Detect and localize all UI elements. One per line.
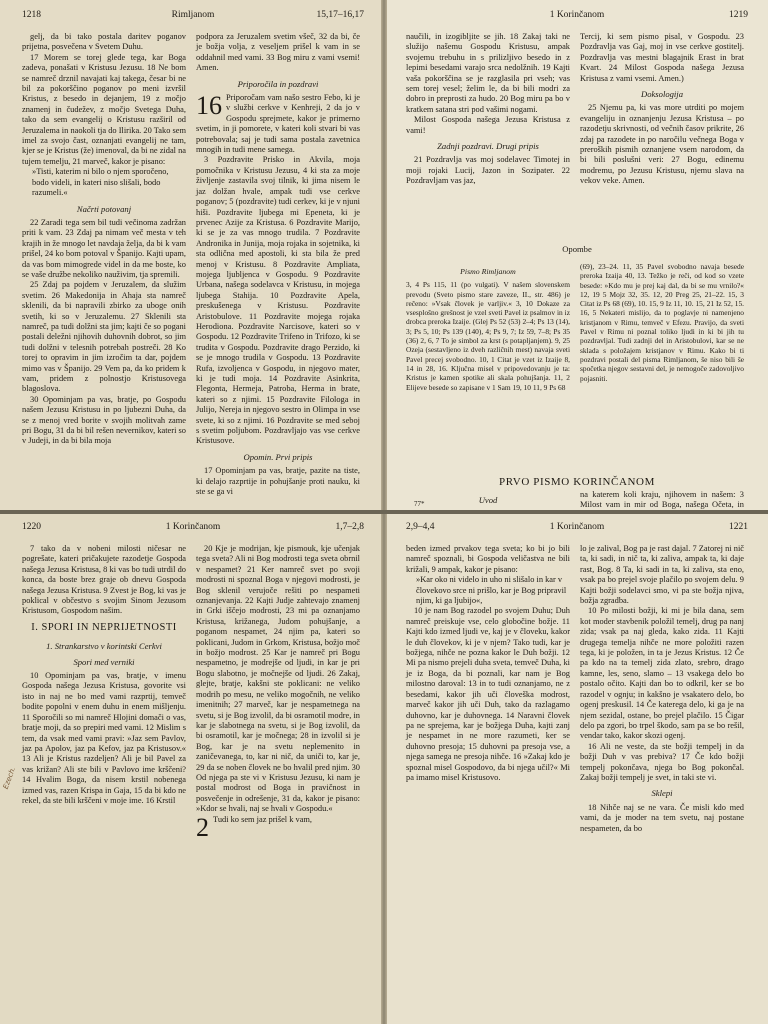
- verse-paragraph: 10 Opominjam pa vas, bratje, v imenu Gospoda našega Jezusa Kristusa, govorite vsi isto in naj ne bo med vami razprtij, temveč bodite popolni v enem duhu in enem mišljenju. 11 Sporočili so mi namreč Hlojini domači o vas, bratje moji, da so prepiri med vami. 12 Mislim s tem, da vsak med vami pravi: »Jaz sem Pavlov, jaz pa Apolov, jaz pa Kefov, jaz pa Kristusov.« 13 Ali je Kristus razdeljen? Ali je bil Pavel za vas križan? Ali ste bili v Pavlovo ime krščeni? 14 Hvalim Boga, da nisem krstil nobenega izmed vas, razen Krispa in Gaja, 15 da bi kdo ne rekel, da ste bili krščeni v moje ime. 16 Krstil: [22, 671, 186, 805]
- page-mark: 77*: [414, 500, 425, 508]
- section-heading: Načrti potovanj: [76, 203, 132, 214]
- verse-paragraph: 25 Njemu pa, ki vas more utrditi po mojem evangeliju in oznanjenju Jezusa Kristusa – po razodetju skrivnosti, od večnih časov prikrite, 26 zdaj pa razodete in po naročilu večnega Boga v preroških pismih oznanjene vsem narodom, da bi bili poslušni veri: 27 Bogu, edinemu modremu, po Jezusu Kristusu, njemu slava na vekov veke. Amen.: [580, 103, 744, 186]
- section-heading: Doksologija: [640, 89, 683, 100]
- verse-paragraph: 30 Opominjam pa vas, bratje, po Gospodu našem Jezusu Kristusu in po ljubezni Duha, da se z menoj vred borite v svojih molitvah zame pri Bogu, 31 da bi bil rešen nevernikov, kateri so v Judeji, in da bi bila moja: [22, 394, 186, 446]
- notes-section: [406, 238, 748, 258]
- page-number: 1220: [22, 522, 41, 532]
- running-head: [406, 522, 748, 536]
- verse-paragraph: 20 Kje je modrijan, kje pismouk, kje učenjak tega sveta? Ali ni Bog modrosti tega sveta obrnil v nespamet? 21 Ker namreč svet po svoji modrosti ni spoznal Boga v njegovi modrosti, je Bog sklenil verujoče rešiti po nespameti oznanjevanja. 22 Kajti Judje zahtevajo znamenj in Grki iščejo modrosti, 23 mi pa oznanjamo Kristusa, križanega, Judom pohujšanje, a poganom nespamet, 24 njim pa, kateri so poklicani, Judom in Grkom, Kristusa, božjo moč in božjo modrost. 25 Kar je namreč pri Bogu nespametno, je modrejše od ljudi, in kar je pri Bogu slabotno, je močnejše od ljudi. 26 Zakaj, glejte, bratje, kakšni ste poklicani: ne veliko modrih po mesu, ne veliko mogočnih, ne veliko imenitnih; 27 marveč, kar je nespametnega na svetu, si je Bog izvolil, da bi osramotil modre, in kar je slabotnega na svetu, si je Bog izvolil, da bi osramotil, kar je močnega; 28 in izvolil si je Bog, kar je na svetu neplemenito in zaničevanega, to, kar ni nič, da uniči to, kar je, 29 da se noben človek ne bo hvalil pred njim. 30 Od njega pa ste vi v Kristusu Jezusu, ki nam je postal modrost od Boga in pravičnost in posvečenje in odrešenje, 31 da, kakor je pisano: »Kdor se hvali, naj se hvali v Gospodu.«: [196, 544, 360, 814]
- page-number: 1221: [729, 522, 748, 532]
- section-heading: Sklepi: [651, 788, 673, 799]
- page-1221: [384, 512, 768, 1024]
- book-title: PRVO PISMO KORINČANOM: [499, 476, 655, 488]
- running-head: [22, 522, 364, 536]
- section-heading: Opomin. Prvi pripis: [243, 451, 313, 462]
- running-head: [22, 10, 364, 24]
- notes-text-right: (69), 23–24. 11, 35 Pavel svobodno navaja besede preroka Izaija 40, 13. Težko je reči, od kod so vzete besede: »Kdo mu je prej kaj dal, da bi se mu vrnilo?« 12, 19 5 Mojz 32, 35. 12, 20 Preg 25, 21–22. 15, 3 Citat iz Ps 68 (69), 10. 15, 9 Iz 11, 10. 15, 21 Iz 52, 15. 16, 5 Nekateri mislijo, da to poglavje ni namenjeno kristjanom v Rimu, temveč v Efezu. Pravijo, da sveti Pavel v Rimu ni poznal toliko ljudi in ki bi jih tu pozdravljal. Tudi zadnji del in Aristobulovi, kar se ne sklada s položajem kristjanov v Rimu. Kako bi ti pozdravi postali del pisma Rimljanom, še niso bili še spočetka njegov sestavni del, je nemogoče zadovoljivo pojasniti.: [580, 262, 744, 383]
- verse-paragraph: Tercij, ki sem pismo pisal, v Gospodu. 23 Pozdravlja vas Gaj, moj in vse cerkve gostitelj. Pozdravlja vas mestni blagajnik Erast in brat Kvart. 24 Milost Gospoda našega Jezusa Kristusa z vami vsemi. Amen.): [580, 32, 744, 83]
- text-column-left: [22, 32, 186, 447]
- running-title: 1 Korinčanom: [549, 10, 605, 20]
- verse-paragraph: na katerem koli kraju, njihovem in našem: 3 Milost vam in mir od Boga, našega Očeta, in: [580, 490, 744, 510]
- text-column-right: [196, 544, 360, 840]
- notes-text-left: 3, 4 Ps 115, 11 (po vulgati). V našem slovenskem prevodu (Sveto pismo stare zaveze, II., str. 486) je rečeno: »Vsak človek je varljiv.« 3, 10 Dokaze za vsesplošno grešnost je vzel sveti Pavel iz psalmov in iz drobca preroka Izaije. (Glej Ps 52 (53) 2–4; Ps 13 (14), 3; Ps 5, 10; Ps 139 (140), 4; Ps 9, 7; Iz 59, 7–8; Ps 35 (36) 2, 6, 7 To je simbol za krst (s potapljanjem). 9, 25 Ozeja (sestavljeno iz dveh različnih mest) navaja sveti Pavel precej svobodno. 10, 1 Citat je vzet iz Izaije 8, 14 in 28, 16. Ključna misel v pripovedovanju je ta: Kristus je kamen spotike ali skala pohujšanja. 11, 2 Elijeve besede so zapisane v 1 Sam 19, 10 11, 9 Ps 68: [406, 280, 570, 392]
- notes-subtitle: Pismo Rimljanom: [460, 267, 516, 276]
- section-heading: Priporočila in pozdravi: [237, 78, 319, 89]
- text-column-left: [406, 32, 570, 222]
- page-number: 1218: [22, 10, 41, 20]
- text-column-right: [580, 32, 744, 222]
- page-1218: [0, 0, 384, 512]
- verse-paragraph: 21 Pozdravlja vas moj sodelavec Timotej in moji rojaki Lucij, Jazon in Sozipater. 22 Pozdravljam vas jaz,: [406, 155, 570, 186]
- text-column-left: [406, 544, 570, 783]
- chapter-number: 16: [196, 91, 222, 121]
- verse-reference: 15,17–16,17: [316, 10, 364, 20]
- notes-title: Opombe: [562, 244, 592, 254]
- page-number: 1219: [729, 10, 748, 20]
- verse-paragraph: 22 Zaradi tega sem bil tudi večinoma zadržan priti k vam. 23 Zdaj pa nimam več mesta v teh krajih in že mnogo let navdaja želja, da bi k vam prišel, 24 ko bom potoval v Španijo. Kajti upam, da vas bom mimogrede videl in da me boste, ko se vaše družbe nekoliko nauživim, tja spremili.: [22, 217, 186, 279]
- section-heading: 1. Strankarstvo v korintski Cerkvi: [46, 641, 162, 652]
- running-title: 1 Korinčanom: [165, 522, 221, 532]
- section-heading: Uvod: [478, 495, 498, 505]
- part-title: I. SPORI IN NEPRIJETNOSTI: [31, 621, 177, 633]
- page-fold: [0, 510, 768, 514]
- running-head: [406, 10, 748, 24]
- verse-paragraph: 7 tako da v nobeni milosti ničesar ne pogrešate, kateri pričakujete razodetje Gospoda našega Jezusa Kristusa, 8 ki vas bo tudi utrdil do konca, da boste brez graje ob dnevu Gospoda našega Jezusa Kristusa. 9 Zvest je Bog, ki vas je poklical v občestvo s svojim Sinom Jezusom Kristusom, Gospodom našim.: [22, 544, 186, 616]
- verse-paragraph: 17 Opominjam pa vas, bratje, pazite na tiste, ki delajo razprtije in pohujšanje proti nauku, ki ste se ga vi: [196, 466, 360, 497]
- text-column-right: [580, 544, 744, 834]
- text-column-left: [22, 544, 186, 806]
- verse-paragraph: 3 Pozdravite Prisko in Akvila, moja pomočnika v Kristusu Jezusu, 4 ki sta za moje življenje zastavila svoj tilnik, ki jima nisem le jaz dolžan hvale, ampak tudi vse cerkve poganov; 5 (pozdravite) tudi cerkev, ki je v njuni hiši. Pozdravite ljubega mi Epeneta, ki je prvenec Azije za Kristusa. 6 Pozdravite Marijo, ki se je za vas mnogo trudila. 7 Pozdravite Andronika in Junija, moja rojaka in sojetnika, ki sta odlična med apostoli, ki sta bila že pred menoj v Kristusu. 8 Pozdravite Ampliata, mojega ljubljenca v Gospodu. 9 Pozdravite Urbana, našega sodelavca v Kristusu, in mojega ljubega Stahija. 10 Pozdravite Apela, preskušenega v Kristusu. Pozdravite Aristobulove. 11 Pozdravite mojega rojaka Herodiona. Pozdravite Narcisove, kateri so v Gospodu. 12 Pozdravite Trifeno in Trifozo, ki se trudita v Gospodu. Pozdravite drago Perzido, ki se je mnogo trudila v Gospodu. 13 Pozdravite Rufa, izvoljenca v Gospodu, in njegovo mater, ki je tudi moja. 14 Pozdravite Asinkrita, Flegonta, Hermeja, Patroba, Herma in brate, kateri so z njimi. 15 Pozdravite Filologa in Julijo, Nereja in njegovo sestro in Olimpa in vse svete, ki so z njimi. 16 Pozdravite se med seboj s svetim poljubom. Pozdravljajo vas vse cerkve Kristusove.: [196, 155, 360, 446]
- verse-paragraph: lo je zalival, Bog pa je rast dajal. 7 Zatorej ni nič ta, ki sadi, in nič ta, ki zaliva, ampak ta, ki daje rast, Bog. 8 Ta, ki sadi in ta, ki zaliva, sta eno, vsak pa bo prejel svoje plačilo po svojem delu. 9 Kajti božji sodelavci smo, vi pa ste božja njiva, božja zgradba.: [580, 544, 744, 606]
- scripture-quote: »Kar oko ni videlo in uho ni slišalo in kar v človekovo srce ni prišlo, kar je Bog pripravil njim, ki ga ljubijo«,: [416, 575, 567, 606]
- verse-text: Priporočam vam našo sestro Febo, ki je v službi cerkve v Kenhreji, 2 da jo v Gospodu sprejmete, kakor je primerno svetim, in ji pomorete, v kateri koli stvari bi vas potrebovala; saj je tudi sama postala zavetnica mnogih in tudi mene samega.: [196, 93, 360, 155]
- verse-paragraph: 10 je nam Bog razodel po svojem Duhu; Duh namreč preiskuje vse, celo globočine božje. 11 Kajti kdo izmed ljudi ve, kaj je v človeku, kakor le duh človekov, ki je v njem? Tako tudi, kar je božjega, nihče ne pozna kakor le Duh božji. 12 Mi pa nismo prejeli duha sveta, temveč Duha, ki je iz Boga, da bi poznali, kar nam je Bog milostno daroval: 13 in to tudi oznanjamo, ne z besedami, kakor jih uči človeška modrost, marveč kakor jih uči Duh, tako da razlagamo duhovno, kar je duhovnega. 14 Naravni človek pa ne sprejema, kar je božjega Duha, kajti zanj je nespamet in ne more razumeti, ker se duhovno presoja; 15 duhovni pa presoja vse, a njega samega ne presoja nihče. 16 »Zakaj kdo je spoznal misel Gospodovo, da bi njega učil?« Mi pa imamo misel Kristusovo.: [406, 606, 570, 782]
- verse-reference: 1,7–2,8: [335, 522, 364, 532]
- verse-paragraph: Milost Gospoda našega Jezusa Kristusa z vami!: [406, 115, 570, 135]
- margin-pencil-note: Ezech.: [1, 765, 18, 791]
- verse-paragraph: podpora za Jeruzalem svetim všeč, 32 da bi, če je božja volja, z veseljem prišel k vam in se oddahnil med vami. 33 Bog miru z vami vsemi! Amen.: [196, 32, 360, 73]
- verse-paragraph: 18 Nihče naj se ne vara. Če misli kdo med vami, da je moder na tem svetu, naj postane nespameten, da bo: [580, 802, 744, 833]
- scripture-quote: »Tisti, katerim ni bilo o njem sporočeno, bodo videli, in kateri niso slišali, bodo razumeli.«: [32, 167, 169, 198]
- verse-paragraph: beden izmed prvakov tega sveta; ko bi jo bili namreč spoznali, bi Gospoda veličastva ne bili križali, 9 ampak, kakor je pisano:: [406, 544, 570, 574]
- section-heading: Zadnji pozdravi. Drugi pripis: [437, 141, 539, 152]
- running-title: 1 Korinčanom: [549, 522, 605, 532]
- notes-right: [580, 262, 744, 383]
- verse-paragraph: gelj, da bi tako postala daritev poganov prijetna, posvečena v Svetem Duhu.: [22, 32, 186, 52]
- verse-paragraph: 25 Zdaj pa pojdem v Jeruzalem, da služim svetim. 26 Makedonija in Ahaja sta namreč sklenili, da bi napravili zbirko za uboge onih svetih, ki so v Jeruzalemu. 27 Sklenili sta namreč, pa tudi dolžni sta jim; kajti če so pogani postali deležni njihovih duhovnih dobrot, so jim tudi dolžni v telesnih potrebah postreči. 28 Ko torej to opravim in jim izročim ta dar, pojdem mimo vas v Španijo. 29 Vem pa, da ko pridem k vam, pridem z polnostjo Kristusovega blagoslova.: [22, 280, 186, 394]
- notes-left: [406, 262, 570, 392]
- chapter-opening: [196, 812, 360, 842]
- verse-paragraph: 10 Po milosti božji, ki mi je bila dana, sem kot moder stavbenik položil temelj, drug pa nanj zida; vsak pa naj gleda, kako zida. 11 Kajti drugega temelja nihče ne more položiti razen tega, ki je položen, in ta je Jezus Kristus. 12 Če pa kdo na ta temelj zida zlato, srebro, drago kamne, les, seno, slamo – 13 vsakega delo bo postalo očito. Kajti dan bo to odkril, ker se bo razodel v ognju; in kakšno je vsakatero delo, bo ogenj preskusil. 14 Če katerega delo, ki ga je na njem sezidal, ostane, bo prejel plačilo. 15 Čigar delo pa zgori, bo trpel škodo, sam pa se bo rešil, vendar tako, kakor skozi ogenj.: [580, 606, 744, 741]
- running-title: Rimljanom: [171, 10, 215, 20]
- page-1220: [0, 512, 384, 1024]
- verse-paragraph: 16 Ali ne veste, da ste božji tempelj in da božji Duh v vas prebiva? 17 Če kdo božji tempelj pokončava, njega bo Bog pokončal. Zakaj božji tempelj je svet, in taki ste vi.: [580, 741, 744, 782]
- page-1219: [384, 0, 768, 512]
- section-heading: Spori med verniki: [73, 656, 135, 667]
- verse-text: Tudi ko sem jaz prišel k vam,: [213, 814, 313, 824]
- verse-reference: 2,9–4,4: [406, 522, 435, 532]
- chapter-number: 2: [196, 812, 209, 842]
- text-column-right: [196, 32, 360, 497]
- chapter-opening: [196, 93, 360, 155]
- verse-paragraph: naučili, in izogibljite se jih. 18 Zakaj taki ne služijo našemu Gospodu Kristusu, ampak svojemu trebuhu in s prilizljivo besedo in z lepimi besedami varajo srca nedolžnih. 19 Kajti vaša pokorščina se je razglasila pri vseh; vas sem torej vesel; želim le, da bi bili modri za dobro in preprosti za hudo. 20 Bog miru pa bo v kratkem satana stri pod vašimi nogami.: [406, 32, 570, 114]
- verse-paragraph: 17 Morem se torej glede tega, kar Boga zadeva, ponašati v Kristusu Jezusu. 18 Ne bom se namreč drznil navajati kaj takega, česar bi ne bil za pokorščino poganov po meni izvršil Kristus, z besedo in dejanjem, 19 z močjo znamenj in čudežev, z močjo Svetega Duha, tako da sem evangelij o Kristusu razširil od Jeruzalema in naokoli tja do Ilirika. 20 Tako sem imel za svojo čast, oznanjati evangelij ne tam, kjer se je Kristus (že) imenoval, da bi ne zidal na tujem temelju, 21 marveč, kakor je pisano:: [22, 52, 186, 166]
